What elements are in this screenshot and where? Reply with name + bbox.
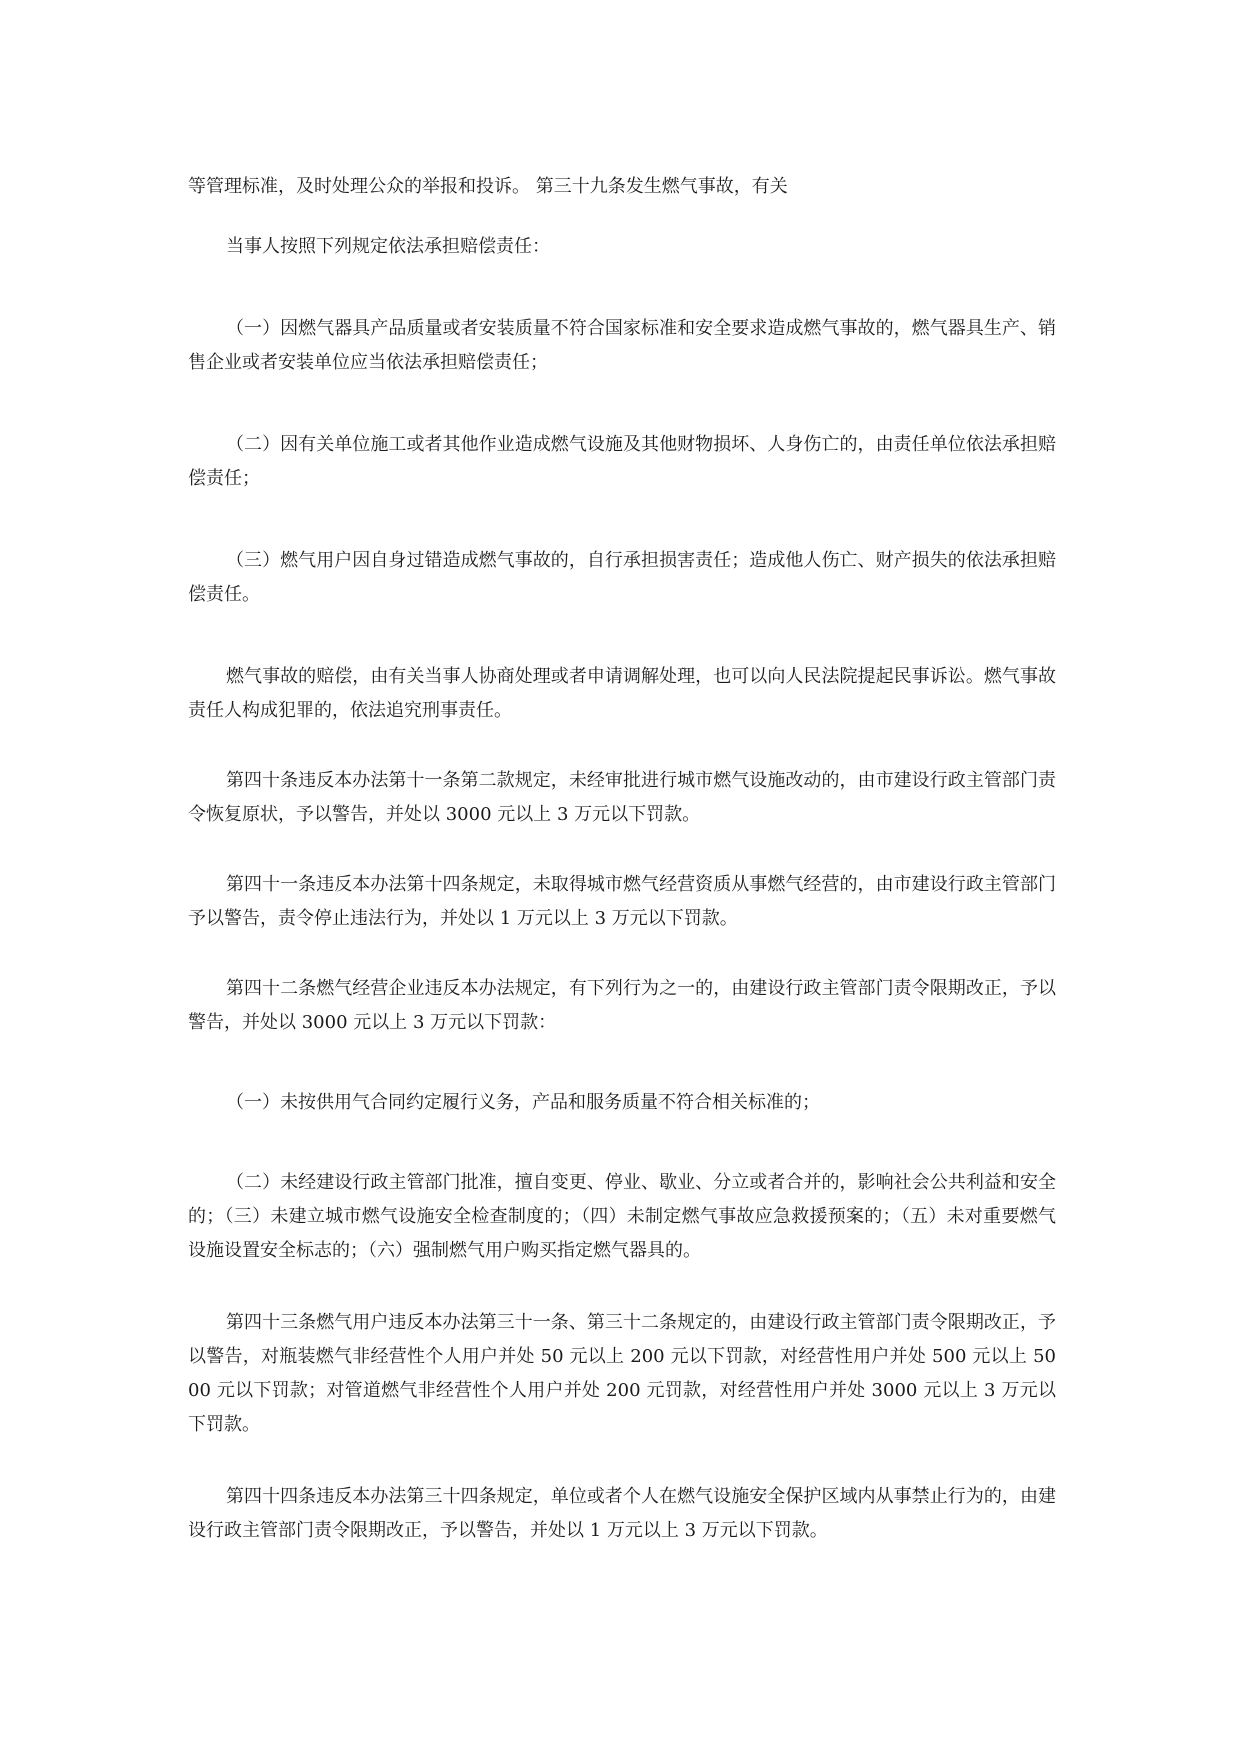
document-body [188, 170, 1056, 1548]
paragraph-article-39-continued: 等管理标准，及时处理公众的举报和投诉。 第三十九条发生燃气事故，有关 [188, 176, 788, 197]
paragraph-article-42: 第四十二条燃气经营企业违反本办法规定，有下列行为之一的，由建设行政主管部门责令限期改正，予以警告，并处以 3000 元以上 3 万元以下罚款： [188, 978, 1056, 1033]
paragraph-article-43: 第四十三条燃气用户违反本办法第三十一条、第三十二条规定的，由建设行政主管部门责令限期改正，予以警告，对瓶装燃气非经营性个人用户并处 50 元以上 200 元以下罚款，对经营性用户并处 500 元以上 5000 元以下罚款；对管道燃气非经营性个人用户并处 200 元罚款，对经营性用户并处 3000 元以上 3 万元以下罚款。 [188, 1312, 1056, 1435]
paragraph-liability-item-2: （二）因有关单位施工或者其他作业造成燃气设施及其他财物损坏、人身伤亡的，由责任单位依法承担赔偿责任； [188, 434, 1056, 489]
paragraph-article-42-items-2-6: （二）未经建设行政主管部门批准，擅自变更、停业、歇业、分立或者合并的，影响社会公共利益和安全的；（三）未建立城市燃气设施安全检查制度的；（四）未制定燃气事故应急救援预案的；（五）未对重要燃气设施设置安全标志的；（六）强制燃气用户购买指定燃气器具的。 [188, 1172, 1056, 1261]
paragraph-liability-intro: 当事人按照下列规定依法承担赔偿责任： [226, 236, 550, 257]
paragraph-article-44: 第四十四条违反本办法第三十四条规定，单位或者个人在燃气设施安全保护区域内从事禁止行为的，由建设行政主管部门责令限期改正，予以警告，并处以 1 万元以上 3 万元以下罚款。 [188, 1486, 1056, 1541]
paragraph-compensation: 燃气事故的赔偿，由有关当事人协商处理或者申请调解处理，也可以向人民法院提起民事诉讼。燃气事故责任人构成犯罪的，依法追究刑事责任。 [188, 666, 1056, 721]
paragraph-article-42-item-1: （一）未按供用气合同约定履行义务，产品和服务质量不符合相关标准的； [226, 1092, 820, 1113]
paragraph-article-40: 第四十条违反本办法第十一条第二款规定，未经审批进行城市燃气设施改动的，由市建设行政主管部门责令恢复原状，予以警告，并处以 3000 元以上 3 万元以下罚款。 [188, 770, 1056, 825]
paragraph-article-41: 第四十一条违反本办法第十四条规定，未取得城市燃气经营资质从事燃气经营的，由市建设行政主管部门予以警告，责令停止违法行为，并处以 1 万元以上 3 万元以下罚款。 [188, 874, 1056, 929]
paragraph-liability-item-3: （三）燃气用户因自身过错造成燃气事故的，自行承担损害责任；造成他人伤亡、财产损失的依法承担赔偿责任。 [188, 550, 1056, 605]
paragraph-liability-item-1: （一）因燃气器具产品质量或者安装质量不符合国家标准和安全要求造成燃气事故的，燃气器具生产、销售企业或者安装单位应当依法承担赔偿责任； [188, 318, 1056, 373]
